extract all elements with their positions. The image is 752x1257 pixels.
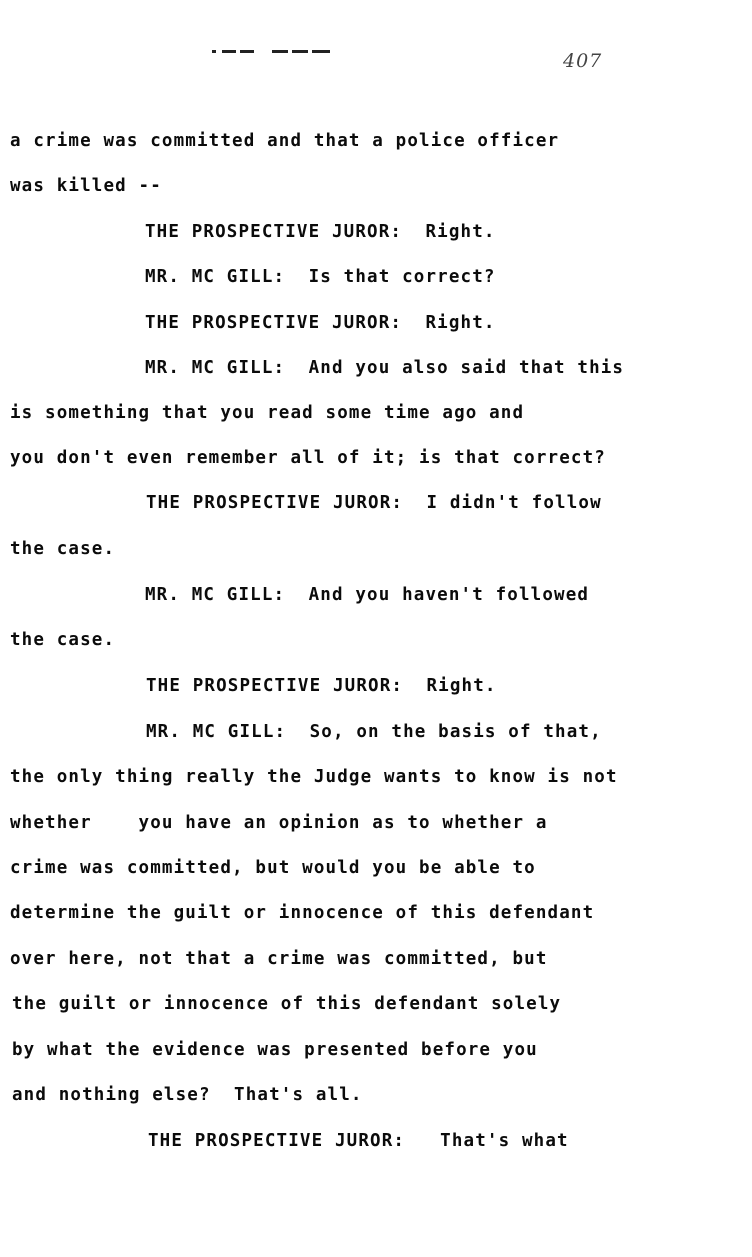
page-number: 407 [563,50,603,72]
transcript-line: a crime was committed and that a police officer [10,131,560,151]
transcript-line: is something that you read some time ago and [10,403,525,423]
speaker-line: THE PROSPECTIVE JUROR: Right. [145,222,496,242]
speaker-line: THE PROSPECTIVE JUROR: That's what [148,1131,569,1151]
speaker-line: THE PROSPECTIVE JUROR: Right. [145,313,496,333]
transcript-line: the case. [10,539,116,559]
speaker-line: THE PROSPECTIVE JUROR: I didn't follow [146,493,602,513]
transcript-line: and nothing else? That's all. [12,1085,363,1105]
speaker-line: MR. MC GILL: And you haven't followed [145,585,590,605]
transcript-line: by what the evidence was presented before you [12,1040,538,1060]
transcript-line: was killed -- [10,176,162,196]
speaker-line: MR. MC GILL: Is that correct? [145,267,496,287]
speaker-line: MR. MC GILL: And you also said that this [145,358,625,378]
transcript-line: whether you have an opinion as to whether a [10,813,548,833]
header-smudge [212,44,332,56]
transcript-line: the case. [10,630,116,650]
transcript-line: the only thing really the Judge wants to know is not [10,767,618,787]
transcript-line: over here, not that a crime was committed, but [10,949,548,969]
transcript-line: you don't even remember all of it; is that correct? [10,448,606,468]
transcript-line: determine the guilt or innocence of this defendant [10,903,595,923]
speaker-line: MR. MC GILL: So, on the basis of that, [146,722,602,742]
transcript-line: crime was committed, but would you be able to [10,858,536,878]
speaker-line: THE PROSPECTIVE JUROR: Right. [146,676,497,696]
transcript-line: the guilt or innocence of this defendant solely [12,994,562,1014]
